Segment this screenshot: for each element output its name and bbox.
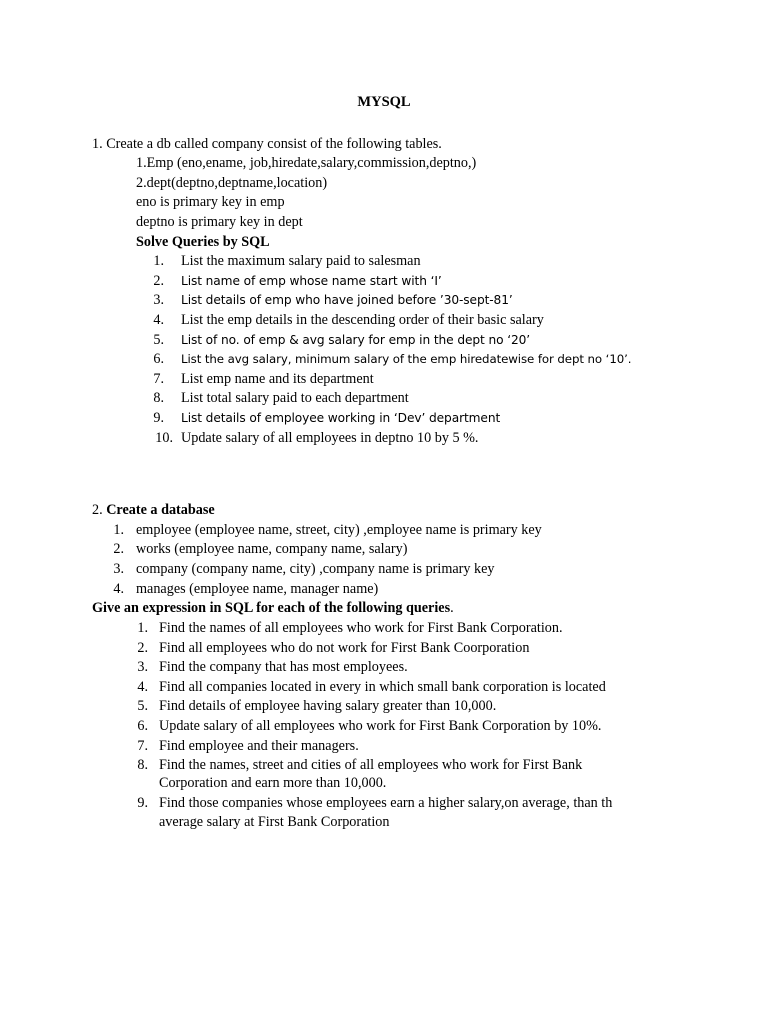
item-number: 7. xyxy=(153,371,164,387)
item-number: 5. xyxy=(137,698,148,714)
item-number: 7. xyxy=(137,738,148,754)
item-text: Find details of employee having salary greater than 10,000. xyxy=(159,698,497,714)
item-text: List of no. of emp & avg salary for emp in the dept no ‘20’ xyxy=(181,333,531,347)
table-definition: 2.dept(deptno,deptname,location) xyxy=(136,175,328,191)
section1-subheading: Solve Queries by SQL xyxy=(136,234,270,250)
item-number: 9. xyxy=(153,410,164,426)
section1-heading: 1. Create a db called company consist of the following tables. xyxy=(92,136,442,152)
item-text: List the emp details in the descending order of their basic salary xyxy=(181,312,544,328)
item-text: List details of employee working in ‘Dev’ department xyxy=(181,411,501,425)
item-text: Find the names of all employees who work for First Bank Corporation. xyxy=(159,620,563,636)
item-number: 1. xyxy=(113,522,124,538)
item-number: 6. xyxy=(153,351,164,367)
document-title: MYSQL xyxy=(357,94,411,110)
item-text: company (company name, city) ,company name is primary key xyxy=(136,561,495,577)
table-definition: eno is primary key in emp xyxy=(136,194,285,210)
item-number: 6. xyxy=(137,718,148,734)
item-text: Find all companies located in every in which small bank corporation is located xyxy=(159,679,606,695)
item-text: Find the names, street and cities of all employees who work for First Bank xyxy=(159,757,583,773)
item-text: Find the company that has most employees. xyxy=(159,659,408,675)
item-text-continued: average salary at First Bank Corporation xyxy=(159,814,390,830)
item-number: 4. xyxy=(153,312,164,328)
item-number: 5. xyxy=(153,332,164,348)
item-text-continued: Corporation and earn more than 10,000. xyxy=(159,775,387,791)
item-text: List the avg salary, minimum salary of the emp hiredatewise for dept no ‘10’. xyxy=(181,352,632,366)
item-text: List details of emp who have joined before ’30-sept-81’ xyxy=(181,293,513,307)
item-text: manages (employee name, manager name) xyxy=(136,581,379,597)
item-text: Update salary of all employees in deptno 10 by 5 %. xyxy=(181,430,479,446)
item-number: 3. xyxy=(153,292,164,308)
item-text: List total salary paid to each department xyxy=(181,390,409,406)
section2-heading xyxy=(92,502,215,519)
item-text: employee (employee name, street, city) ,employee name is primary key xyxy=(136,522,542,538)
item-number: 4. xyxy=(113,581,124,597)
item-number: 8. xyxy=(137,757,148,773)
item-number: 2. xyxy=(153,273,164,289)
item-number: 9. xyxy=(137,795,148,811)
item-number: 3. xyxy=(137,659,148,675)
table-definition: 1.Emp (eno,ename, job,hiredate,salary,commission,deptno,) xyxy=(136,155,477,171)
item-number: 2. xyxy=(137,640,148,656)
item-number: 2. xyxy=(113,541,124,557)
item-number: 10. xyxy=(155,430,173,446)
section2-subheading-text: Give an expression in SQL for each of the following queries xyxy=(92,600,451,616)
section2-heading-text: Create a database xyxy=(106,502,215,518)
item-number: 1. xyxy=(137,620,148,636)
item-text: List name of emp whose name start with ‘I’ xyxy=(181,274,442,288)
item-text: works (employee name, company name, salary) xyxy=(136,541,408,557)
item-number: 1. xyxy=(153,253,164,269)
item-text: List emp name and its department xyxy=(181,371,374,387)
item-text: Update salary of all employees who work for First Bank Corporation by 10%. xyxy=(159,718,602,734)
item-number: 4. xyxy=(137,679,148,695)
section2-subheading xyxy=(92,600,454,617)
item-text: Find employee and their managers. xyxy=(159,738,359,754)
item-text: List the maximum salary paid to salesman xyxy=(181,253,421,269)
item-number: 3. xyxy=(113,561,124,577)
table-definition: deptno is primary key in dept xyxy=(136,214,303,230)
item-text: Find all employees who do not work for First Bank Coorporation xyxy=(159,640,530,656)
section2-number: 2. xyxy=(92,502,107,518)
section2-subheading-period: . xyxy=(450,600,454,616)
item-number: 8. xyxy=(153,390,164,406)
item-text: Find those companies whose employees earn a higher salary,on average, than th xyxy=(159,795,613,811)
